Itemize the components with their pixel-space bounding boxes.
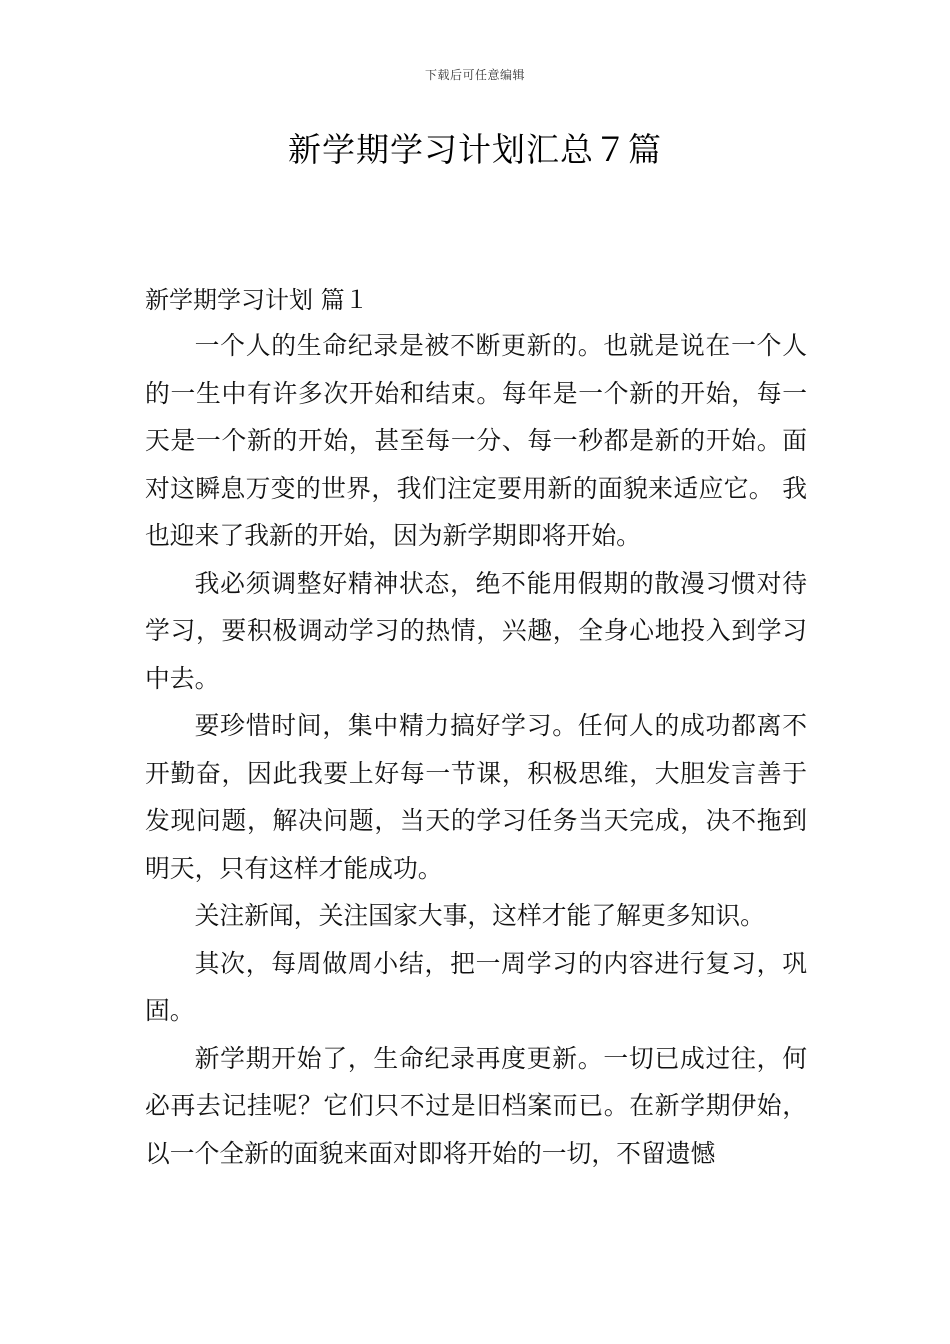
paragraph: 要珍惜时间，集中精力搞好学习。任何人的成功都离不开勤奋，因此我要上好每一节课，积极思维，大胆发言善于发现问题，解决问题，当天的学习任务当天完成，决不拖到明天，只有这样才能成功。 xyxy=(145,711,807,883)
paragraph: 新学期开始了，生命纪录再度更新。一切已成过往，何必再去记挂呢？它们只不过是旧档案而已。在新学期伊始，以一个全新的面貌来面对即将开始的一切，不留遗憾 xyxy=(145,1043,807,1168)
document-title: 新学期学习计划汇总７篇 xyxy=(288,130,662,169)
paragraph: 一个人的生命纪录是被不断更新的。也就是说在一个人的一生中有许多次开始和结束。每年是一个新的开始，每一天是一个新的开始，甚至每一分、每一秒都是新的开始。面对这瞬息万变的世界，我们注定要用新的面貌来适应它。 我也迎来了我新的开始，因为新学期即将开始。 xyxy=(145,331,807,550)
section-heading: 新学期学习计划 篇１ xyxy=(145,286,369,314)
paragraph: 我必须调整好精神状态，绝不能用假期的散漫习惯对待学习，要积极调动学习的热情，兴趣，全身心地投入到学习中去。 xyxy=(145,568,807,693)
header-note: 下载后可任意编辑 xyxy=(424,68,525,82)
paragraph: 其次，每周做周小结，把一周学习的内容进行复习，巩固。 xyxy=(145,948,807,1025)
paragraph: 关注新闻，关注国家大事，这样才能了解更多知识。 xyxy=(194,901,765,930)
document-body xyxy=(145,278,807,1177)
